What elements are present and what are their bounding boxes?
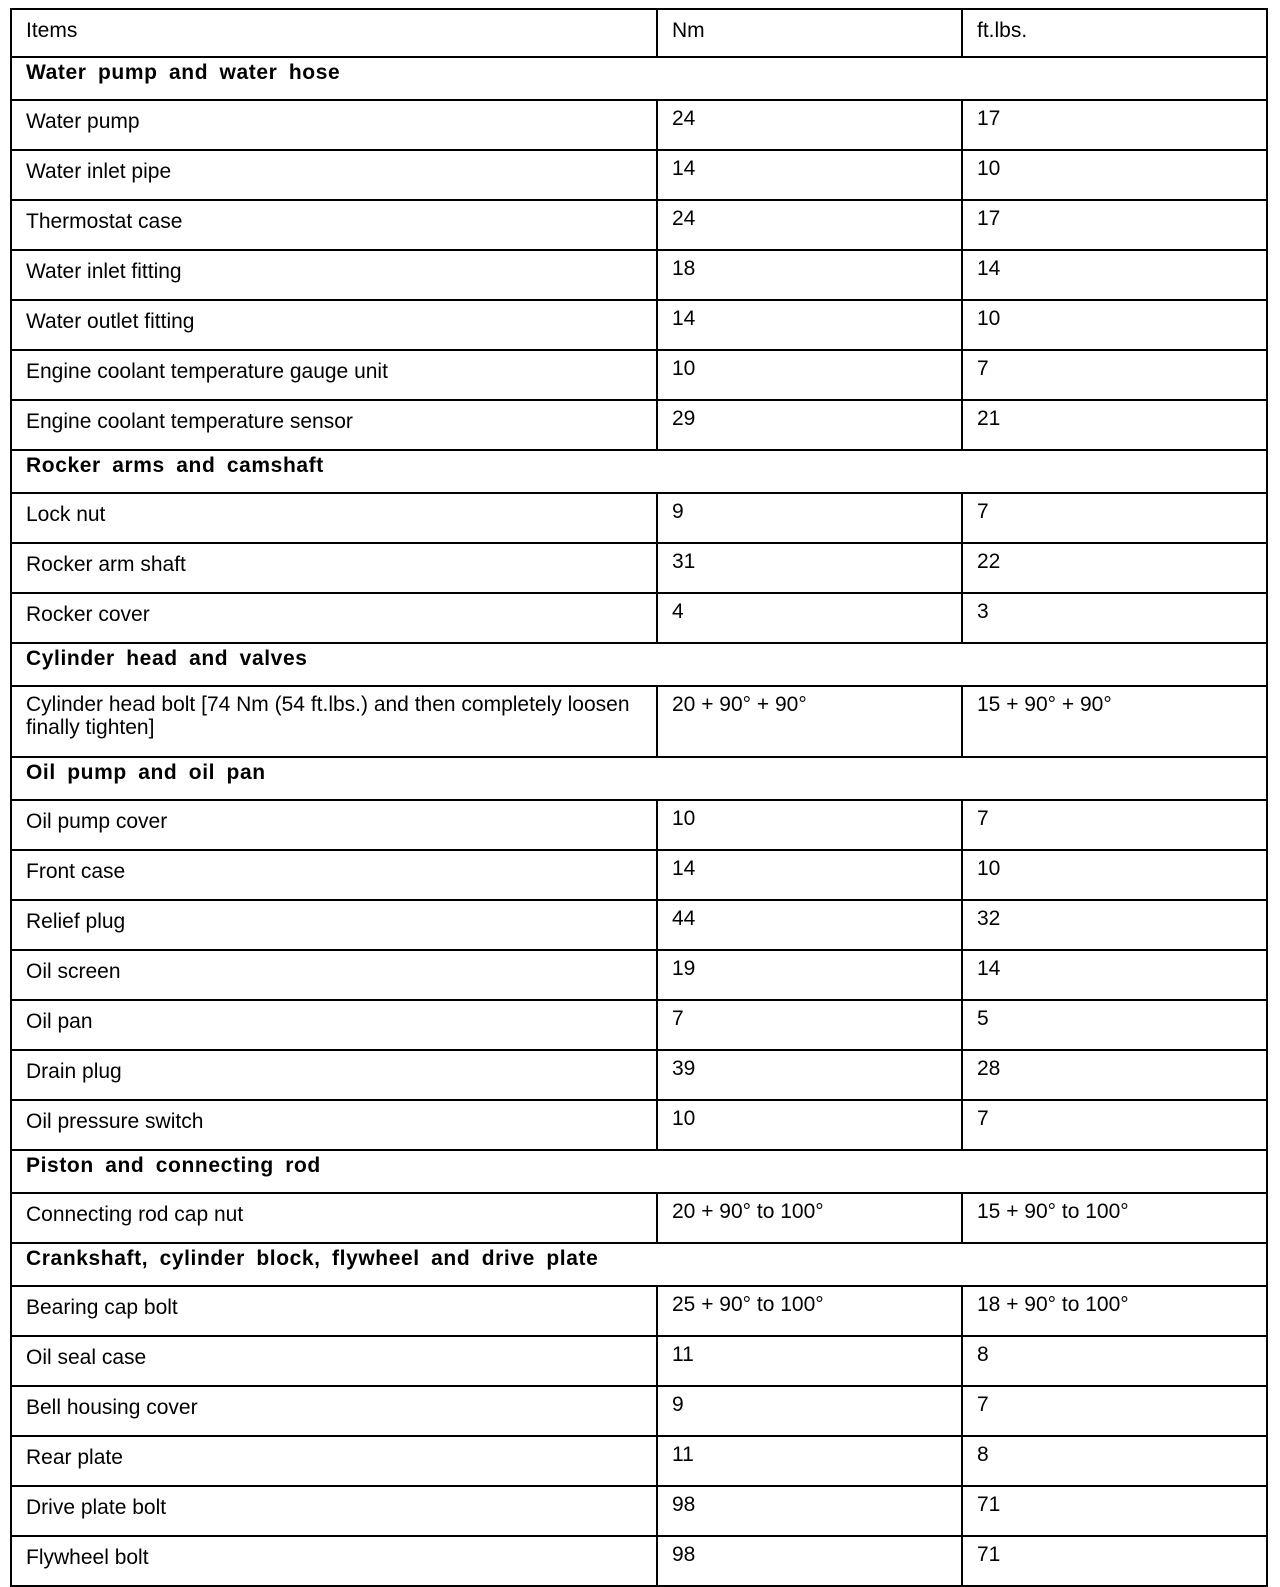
nm-cell: 20 + 90° + 90° <box>657 686 962 757</box>
table-row <box>11 1193 1267 1243</box>
header-ftlbs: ft.lbs. <box>962 9 1267 57</box>
table-row <box>11 593 1267 643</box>
ftlbs-cell: 10 <box>962 850 1267 900</box>
header-row <box>11 9 1267 57</box>
item-cell: Oil screen <box>11 950 657 1000</box>
item-cell: Oil pump cover <box>11 800 657 850</box>
ftlbs-cell: 32 <box>962 900 1267 950</box>
section-title: Oil pump and oil pan <box>11 757 1267 800</box>
item-cell: Bell housing cover <box>11 1386 657 1436</box>
nm-cell: 98 <box>657 1536 962 1586</box>
item-cell: Water pump <box>11 100 657 150</box>
item-cell: Relief plug <box>11 900 657 950</box>
item-cell: Rocker arm shaft <box>11 543 657 593</box>
table-row <box>11 1386 1267 1436</box>
nm-cell: 11 <box>657 1336 962 1386</box>
item-cell: Water inlet fitting <box>11 250 657 300</box>
table-row <box>11 150 1267 200</box>
nm-cell: 19 <box>657 950 962 1000</box>
item-cell: Rear plate <box>11 1436 657 1486</box>
table-row <box>11 250 1267 300</box>
ftlbs-cell: 10 <box>962 300 1267 350</box>
ftlbs-cell: 28 <box>962 1050 1267 1100</box>
table-row <box>11 200 1267 250</box>
section-header-row <box>11 450 1267 493</box>
nm-cell: 7 <box>657 1000 962 1050</box>
item-cell: Engine coolant temperature sensor <box>11 400 657 450</box>
item-cell: Front case <box>11 850 657 900</box>
ftlbs-cell: 7 <box>962 800 1267 850</box>
table-row <box>11 1336 1267 1386</box>
item-cell: Thermostat case <box>11 200 657 250</box>
ftlbs-cell: 71 <box>962 1536 1267 1586</box>
nm-cell: 10 <box>657 350 962 400</box>
table-row <box>11 350 1267 400</box>
header-items: Items <box>11 9 657 57</box>
ftlbs-cell: 15 + 90° + 90° <box>962 686 1267 757</box>
torque-specification-table <box>10 8 1268 1587</box>
nm-cell: 98 <box>657 1486 962 1536</box>
item-cell: Drive plate bolt <box>11 1486 657 1536</box>
nm-cell: 44 <box>657 900 962 950</box>
nm-cell: 14 <box>657 300 962 350</box>
ftlbs-cell: 14 <box>962 950 1267 1000</box>
ftlbs-cell: 22 <box>962 543 1267 593</box>
item-cell: Rocker cover <box>11 593 657 643</box>
section-header-row <box>11 757 1267 800</box>
section-header-row <box>11 1243 1267 1286</box>
nm-cell: 14 <box>657 150 962 200</box>
nm-cell: 10 <box>657 1100 962 1150</box>
item-cell: Oil pan <box>11 1000 657 1050</box>
ftlbs-cell: 14 <box>962 250 1267 300</box>
item-cell: Drain plug <box>11 1050 657 1100</box>
table-row <box>11 100 1267 150</box>
section-title: Crankshaft, cylinder block, flywheel and drive plate <box>11 1243 1267 1286</box>
ftlbs-cell: 71 <box>962 1486 1267 1536</box>
table-row <box>11 1000 1267 1050</box>
ftlbs-cell: 18 + 90° to 100° <box>962 1286 1267 1336</box>
nm-cell: 11 <box>657 1436 962 1486</box>
ftlbs-cell: 7 <box>962 1386 1267 1436</box>
table-row <box>11 1286 1267 1336</box>
ftlbs-cell: 7 <box>962 1100 1267 1150</box>
ftlbs-cell: 8 <box>962 1436 1267 1486</box>
table-row <box>11 800 1267 850</box>
ftlbs-cell: 17 <box>962 200 1267 250</box>
table-row <box>11 543 1267 593</box>
section-header-row <box>11 643 1267 686</box>
ftlbs-cell: 7 <box>962 350 1267 400</box>
ftlbs-cell: 3 <box>962 593 1267 643</box>
nm-cell: 9 <box>657 493 962 543</box>
ftlbs-cell: 10 <box>962 150 1267 200</box>
ftlbs-cell: 8 <box>962 1336 1267 1386</box>
nm-cell: 18 <box>657 250 962 300</box>
ftlbs-cell: 7 <box>962 493 1267 543</box>
section-header-row <box>11 1150 1267 1193</box>
nm-cell: 4 <box>657 593 962 643</box>
section-header-row <box>11 57 1267 100</box>
item-cell: Flywheel bolt <box>11 1536 657 1586</box>
item-cell: Connecting rod cap nut <box>11 1193 657 1243</box>
table-row <box>11 686 1267 757</box>
ftlbs-cell: 5 <box>962 1000 1267 1050</box>
section-title: Cylinder head and valves <box>11 643 1267 686</box>
section-title: Piston and connecting rod <box>11 1150 1267 1193</box>
nm-cell: 14 <box>657 850 962 900</box>
table-row <box>11 1050 1267 1100</box>
nm-cell: 9 <box>657 1386 962 1436</box>
table-row <box>11 950 1267 1000</box>
table-body <box>11 9 1267 1586</box>
section-title: Water pump and water hose <box>11 57 1267 100</box>
nm-cell: 24 <box>657 100 962 150</box>
nm-cell: 29 <box>657 400 962 450</box>
table-row <box>11 1486 1267 1536</box>
item-cell: Engine coolant temperature gauge unit <box>11 350 657 400</box>
item-cell: Cylinder head bolt [74 Nm (54 ft.lbs.) and then completely loosen finally tighten] <box>11 686 657 757</box>
nm-cell: 25 + 90° to 100° <box>657 1286 962 1336</box>
ftlbs-cell: 17 <box>962 100 1267 150</box>
table-row <box>11 493 1267 543</box>
nm-cell: 20 + 90° to 100° <box>657 1193 962 1243</box>
section-title: Rocker arms and camshaft <box>11 450 1267 493</box>
item-cell: Water outlet fitting <box>11 300 657 350</box>
item-cell: Oil seal case <box>11 1336 657 1386</box>
table-row <box>11 850 1267 900</box>
ftlbs-cell: 15 + 90° to 100° <box>962 1193 1267 1243</box>
nm-cell: 31 <box>657 543 962 593</box>
item-cell: Water inlet pipe <box>11 150 657 200</box>
table-row <box>11 1436 1267 1486</box>
nm-cell: 24 <box>657 200 962 250</box>
item-cell: Bearing cap bolt <box>11 1286 657 1336</box>
header-nm: Nm <box>657 9 962 57</box>
nm-cell: 39 <box>657 1050 962 1100</box>
table-row <box>11 900 1267 950</box>
table-row <box>11 1100 1267 1150</box>
item-cell: Lock nut <box>11 493 657 543</box>
table-row <box>11 1536 1267 1586</box>
ftlbs-cell: 21 <box>962 400 1267 450</box>
table-row <box>11 400 1267 450</box>
nm-cell: 10 <box>657 800 962 850</box>
item-cell: Oil pressure switch <box>11 1100 657 1150</box>
table-row <box>11 300 1267 350</box>
